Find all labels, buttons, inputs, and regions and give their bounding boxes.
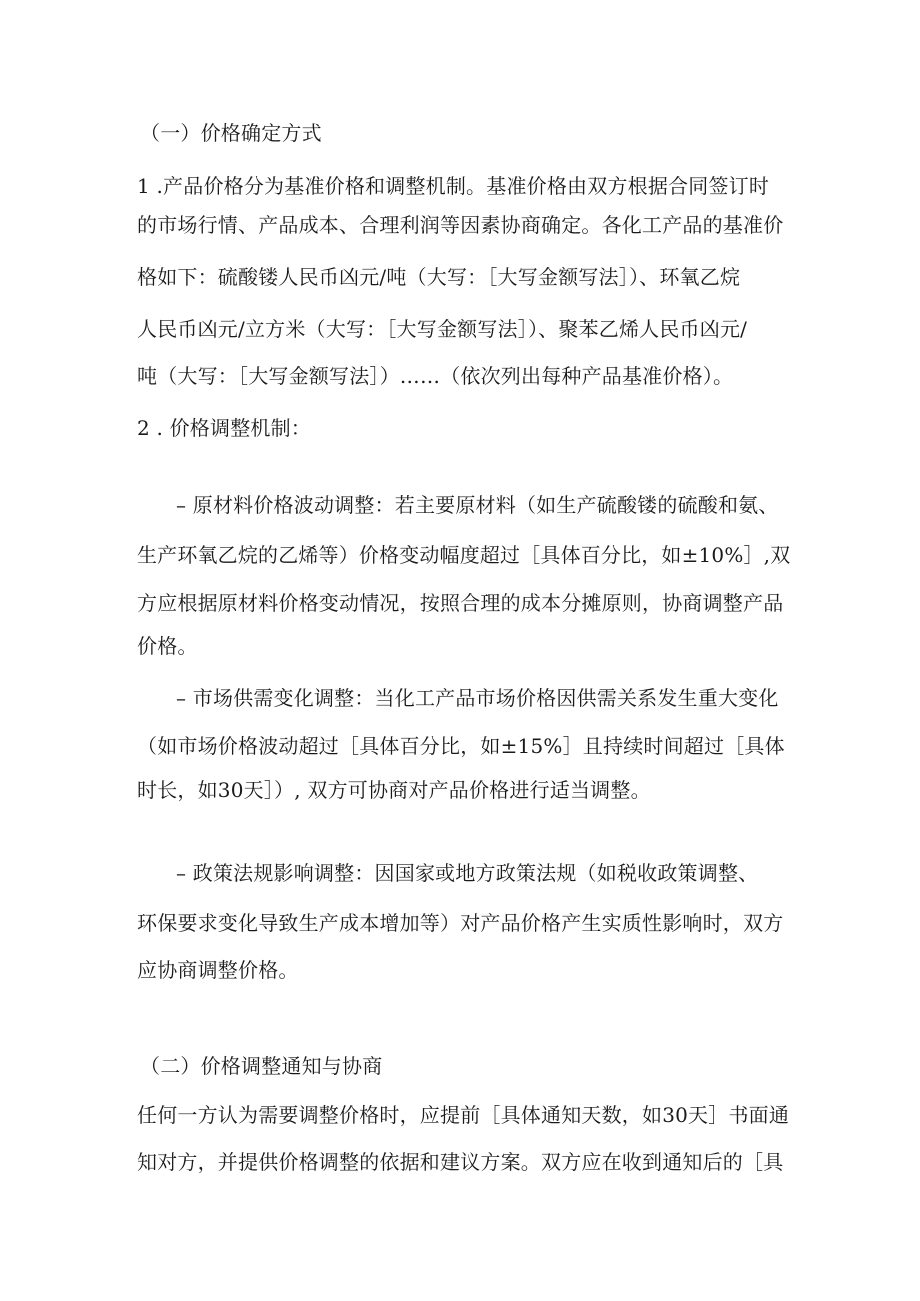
bullet-line: 生产环氧乙烷的乙烯等）价格变动幅度超过［具体百分比，如±10%］,双 bbox=[137, 543, 791, 567]
bullet-line: – 原材料价格波动调整：若主要原材料（如生产硫酸镂的硫酸和氨、 bbox=[176, 493, 779, 517]
paragraph-line: 人民币凶元/立方米（大写：［大写金额写法］）、聚苯乙烯人民币凶元/ bbox=[137, 317, 748, 341]
paragraph-line: 的市场行情、产品成本、合理利润等因素协商确定。各化工产品的基准价 bbox=[137, 213, 784, 237]
paragraph-line: 1 .产品价格分为基准价格和调整机制。基准价格由双方根据合同签订时 bbox=[137, 174, 770, 198]
paragraph-line: 吨（大写：［大写金额写法］）……（依次列出每种产品基准价格）。 bbox=[137, 364, 734, 388]
bullet-line: 方应根据原材料价格变动情况，按照合理的成本分摊原则，协商调整产品 bbox=[137, 591, 784, 615]
paragraph-line: 格如下：硫酸镂人民币凶元/吨（大写：［大写金额写法］）、环氧乙烷 bbox=[137, 265, 741, 289]
subsection-heading-price-adjustment: 2 . 价格调整机制： bbox=[137, 416, 311, 440]
paragraph-line: 知对方，并提供价格调整的依据和建议方案。双方应在收到通知后的［具 bbox=[137, 1150, 784, 1174]
bullet-line: 应协商调整价格。 bbox=[137, 958, 299, 982]
bullet-line: 环保要求变化导致生产成本增加等）对产品价格产生实质性影响时，双方 bbox=[137, 911, 784, 935]
bullet-line: – 市场供需变化调整：当化工产品市场价格因供需关系发生重大变化 bbox=[176, 686, 779, 710]
bullet-line: （如市场价格波动超过［具体百分比，如±15%］且持续时间超过［具体 bbox=[137, 734, 785, 758]
section-heading-adjustment-notice: （二）价格调整通知与协商 bbox=[140, 1054, 383, 1078]
bullet-line: 时长，如30天］）, 双方可协商对产品价格进行适当调整。 bbox=[137, 778, 651, 802]
section-heading-pricing-method: （一）价格确定方式 bbox=[140, 121, 322, 145]
bullet-line: 价格。 bbox=[137, 634, 198, 658]
bullet-line: – 政策法规影响调整：因国家或地方政策法规（如税收政策调整、 bbox=[176, 861, 759, 885]
paragraph-line: 任何一方认为需要调整价格时，应提前［具体通知天数，如30天］书面通 bbox=[137, 1103, 790, 1127]
